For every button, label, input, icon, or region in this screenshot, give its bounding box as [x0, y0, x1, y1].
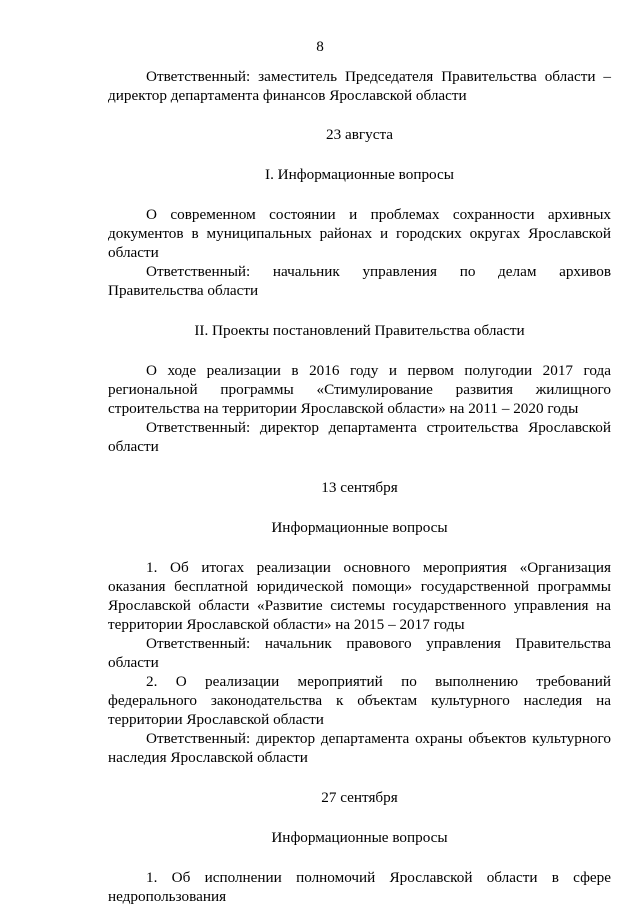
agenda-item-archives: О современном состоянии и проблемах сохранности архивных документов в муниципальных районах и городских округах Ярославской области: [108, 206, 611, 261]
responsible-heritage: Ответственный: директор департамента охраны объектов культурного наследия Ярославской области: [108, 730, 611, 766]
agenda-item-housing: О ходе реализации в 2016 году и первом полугодии 2017 года региональной программы «Стимулирование развития жилищного строительства на территории Ярославской области» на 2011 – 2020 годы: [108, 362, 611, 417]
date-aug23: 23 августа: [325, 126, 394, 143]
section-heading-resolutions: II. Проекты постановлений Правительства области: [194, 322, 525, 339]
agenda-item-subsoil: 1. Об исполнении полномочий Ярославской области в сфере недропользования: [108, 869, 611, 905]
responsible-legal: Ответственный: начальник правового управления Правительства области: [108, 635, 611, 671]
agenda-item-legal-aid: 1. Об итогах реализации основного мероприятия «Организация оказания бесплатной юридической помощи» государственной программы Ярославской области «Развитие системы государственного управления на территории Ярославской области» на 2015 – 2017 годы: [108, 559, 611, 633]
section-heading-sep13: Информационные вопросы: [271, 519, 448, 536]
section-heading-informational: I. Информационные вопросы: [265, 166, 454, 183]
responsible-archives: Ответственный: начальник управления по делам архивов Правительства области: [108, 263, 611, 299]
date-sep13: 13 сентября: [321, 479, 398, 496]
date-sep27: 27 сентября: [321, 789, 398, 806]
intro-responsible: Ответственный: заместитель Председателя Правительства области – директор департамента финансов Ярославской области: [108, 68, 611, 104]
section-heading-sep27: Информационные вопросы: [271, 829, 448, 846]
page-number: 8: [316, 38, 324, 55]
agenda-item-cultural-heritage: 2. О реализации мероприятий по выполнению требований федерального законодательства к объектам культурного наследия на территории Ярославской области: [108, 673, 611, 728]
responsible-construction: Ответственный: директор департамента строительства Ярославской области: [108, 419, 611, 455]
document-body: [108, 0, 611, 906]
